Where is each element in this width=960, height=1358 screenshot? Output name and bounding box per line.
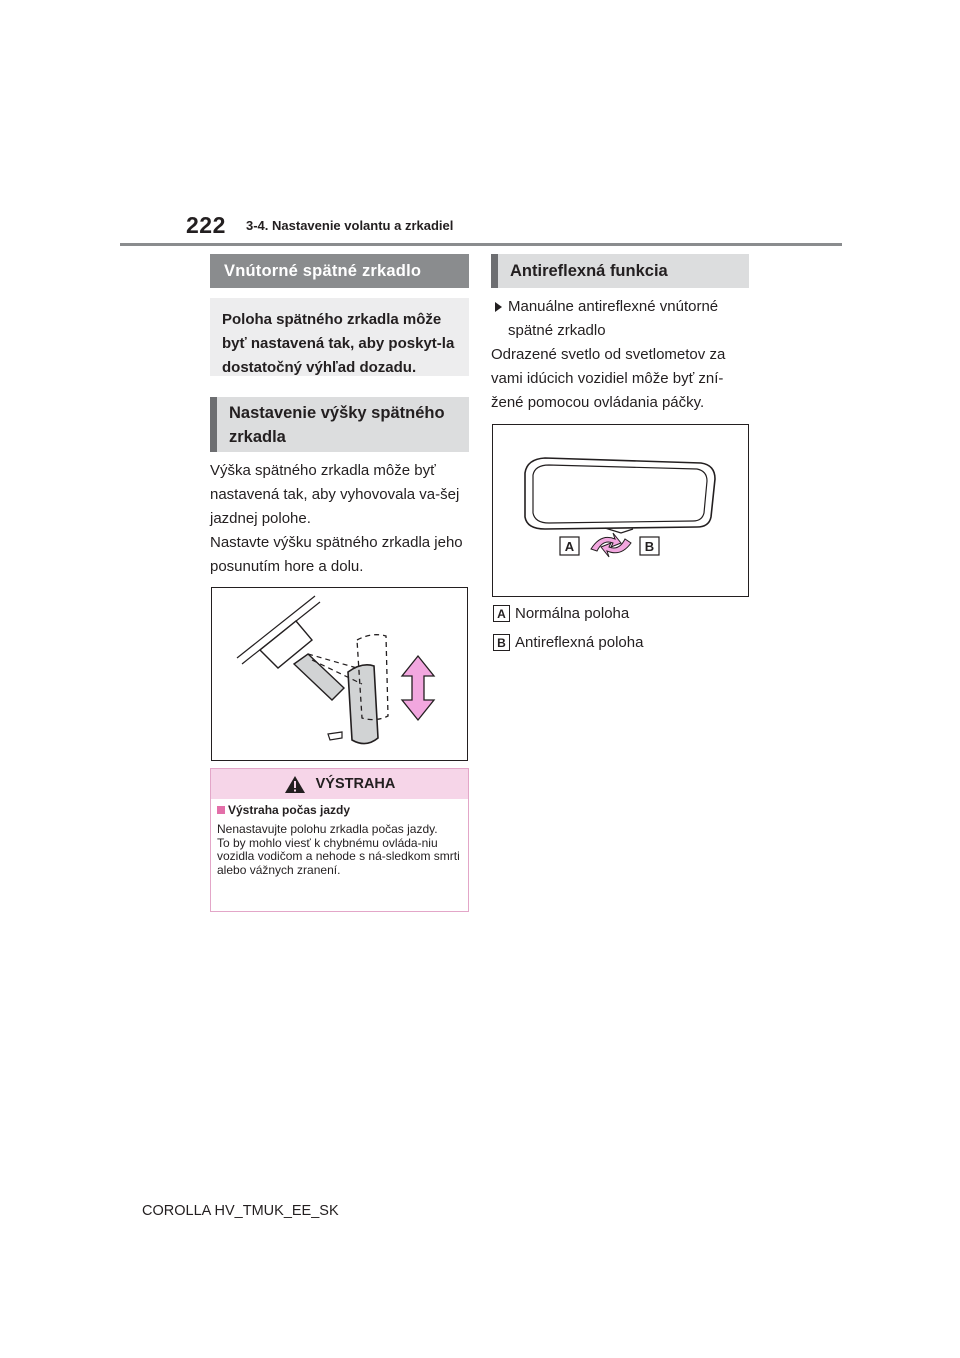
mirror-height-figure (211, 587, 468, 761)
warning-subtitle: Výstraha počas jazdy (228, 803, 351, 817)
bullet-text: Manuálne antireflexné vnútorné spätné zrkadlo (508, 298, 719, 339)
warning-title: VÝSTRAHA (315, 776, 396, 792)
paragraph-antiglare: Odrazené svetlo od svetlometov za vami idúcich vozidiel môže byť zní-žené pomocou ovládania páčky. (491, 346, 726, 411)
footer-model-code: COROLLA HV_TMUK_EE_SK (142, 1203, 339, 1219)
legend-item-b (493, 634, 643, 651)
legend-key-b: B (493, 634, 510, 651)
warning-box (210, 768, 469, 912)
bullet-triangle-icon (495, 302, 502, 312)
bullet-manual-antiglare (495, 295, 749, 343)
header-rule (120, 243, 842, 246)
intro-box: Poloha spätného zrkadla môže byť nastavená tak, aby poskyt-la dostatočný výhľad dozadu. (210, 298, 469, 376)
warning-subtitle-row (211, 799, 468, 817)
legend-item-a (493, 605, 629, 622)
legend-text-a: Normálna poloha (515, 605, 630, 622)
section-title: 3-4. Nastavenie volantu a zrkadiel (246, 218, 454, 233)
mirror-height-illustration (212, 588, 467, 760)
warning-text: Nenastavujte polohu zrkadla počas jazdy. To by mohlo viesť k chybnému ovláda-niu vozidla vodičom a nehode s ná-sledkom smrti alebo vážnych zranení. (217, 822, 460, 877)
heading-height-adjust: Nastavenie výšky spätného zrkadla (210, 397, 469, 452)
heading-interior-mirror: Vnútorné spätné zrkadlo (210, 254, 469, 288)
legend-text-b: Antireflexná poloha (515, 634, 644, 651)
paragraph-height: Výška spätného zrkadla môže byť nastavená tak, aby vyhovovala va-šej jazdnej polohe. (210, 462, 460, 527)
figure-label-b: B (644, 539, 655, 554)
antiglare-mirror-illustration (493, 425, 748, 596)
antiglare-figure (492, 424, 749, 597)
warning-header (211, 769, 468, 799)
warning-triangle-icon (284, 775, 306, 794)
pink-square-icon (217, 806, 225, 814)
paragraph-adjust: Nastavte výšku spätného zrkadla jeho posunutím hore a dolu. (210, 534, 463, 575)
legend-key-a: A (493, 605, 510, 622)
page-number: 222 (186, 212, 226, 238)
heading-antiglare: Antireflexná funkcia (491, 254, 749, 288)
figure-label-a: A (564, 539, 575, 554)
